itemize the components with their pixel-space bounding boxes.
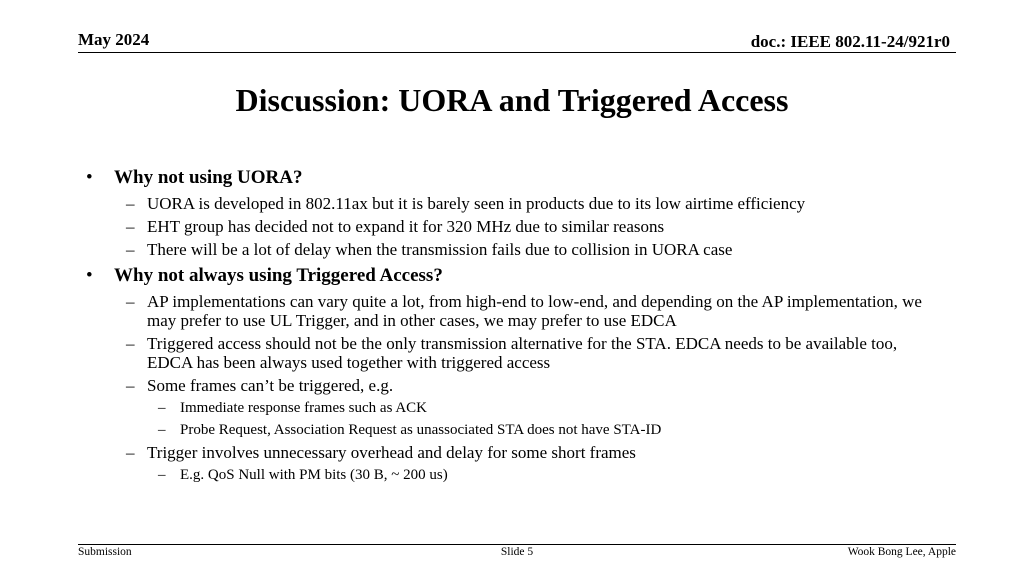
bullet-dot-icon: •	[86, 265, 93, 286]
sub-sub-bullet-text: Immediate response frames such as ACK	[180, 400, 428, 416]
dash-icon: –	[158, 400, 166, 416]
dash-icon: –	[126, 217, 135, 236]
bullet-text: Why not always using Triggered Access?	[114, 265, 443, 286]
sub-bullet-text: Triggered access should not be the only transmission alternative for the STA. EDCA needs to be available too, EDCA has been always used together with triggered access	[147, 334, 898, 372]
header-doc-id: doc.: IEEE 802.11-24/921r0	[750, 32, 950, 51]
bullet-why-not-uora	[84, 166, 944, 190]
bullet-dot-icon: •	[86, 167, 93, 188]
bullet-text: Why not using UORA?	[114, 167, 303, 188]
footer-submission: Submission	[78, 546, 132, 558]
sub-bullet-text: UORA is developed in 802.11ax but it is barely seen in products due to its low airtime efficiency	[147, 194, 806, 213]
sub-bullet	[84, 376, 944, 395]
sub-bullet-text: There will be a lot of delay when the transmission fails due to collision in UORA case	[147, 240, 733, 259]
slide-body	[84, 166, 944, 484]
dash-icon: –	[158, 422, 166, 438]
dash-icon: –	[126, 292, 135, 311]
sub-sub-bullet	[84, 466, 944, 484]
sub-sub-bullet	[84, 421, 944, 439]
footer-author: Wook Bong Lee, Apple	[847, 546, 956, 558]
sub-sub-bullet	[84, 399, 944, 417]
sub-sub-bullet-text: E.g. QoS Null with PM bits (30 B, ~ 200 us)	[180, 467, 448, 483]
sub-bullet-text: Trigger involves unnecessary overhead and delay for some short frames	[147, 443, 636, 462]
header-divider	[78, 52, 956, 53]
dash-icon: –	[126, 240, 135, 259]
footer-divider	[78, 544, 956, 545]
slide-title: Discussion: UORA and Triggered Access	[235, 82, 789, 118]
sub-bullet-text: AP implementations can vary quite a lot, from high-end to low-end, and depending on the AP implementation, we may prefer to use UL Trigger, and in other cases, we may prefer to use EDCA	[147, 292, 922, 330]
sub-bullet	[84, 240, 944, 259]
sub-bullet	[84, 292, 944, 330]
sub-bullet-text: EHT group has decided not to expand it for 320 MHz due to similar reasons	[147, 217, 665, 236]
dash-icon: –	[126, 334, 135, 353]
sub-bullet	[84, 194, 944, 213]
sub-bullet	[84, 217, 944, 236]
dash-icon: –	[126, 194, 135, 213]
dash-icon: –	[126, 443, 135, 462]
dash-icon: –	[158, 467, 166, 483]
sub-bullet	[84, 334, 944, 372]
sub-bullet	[84, 443, 944, 462]
dash-icon: –	[126, 376, 135, 395]
footer-slide-number: Slide 5	[500, 546, 534, 558]
sub-bullet-text: Some frames can’t be triggered, e.g.	[147, 376, 394, 395]
bullet-why-not-triggered-access	[84, 264, 944, 288]
sub-sub-bullet-text: Probe Request, Association Request as unassociated STA does not have STA-ID	[180, 422, 662, 438]
header-date: May 2024	[78, 30, 150, 49]
